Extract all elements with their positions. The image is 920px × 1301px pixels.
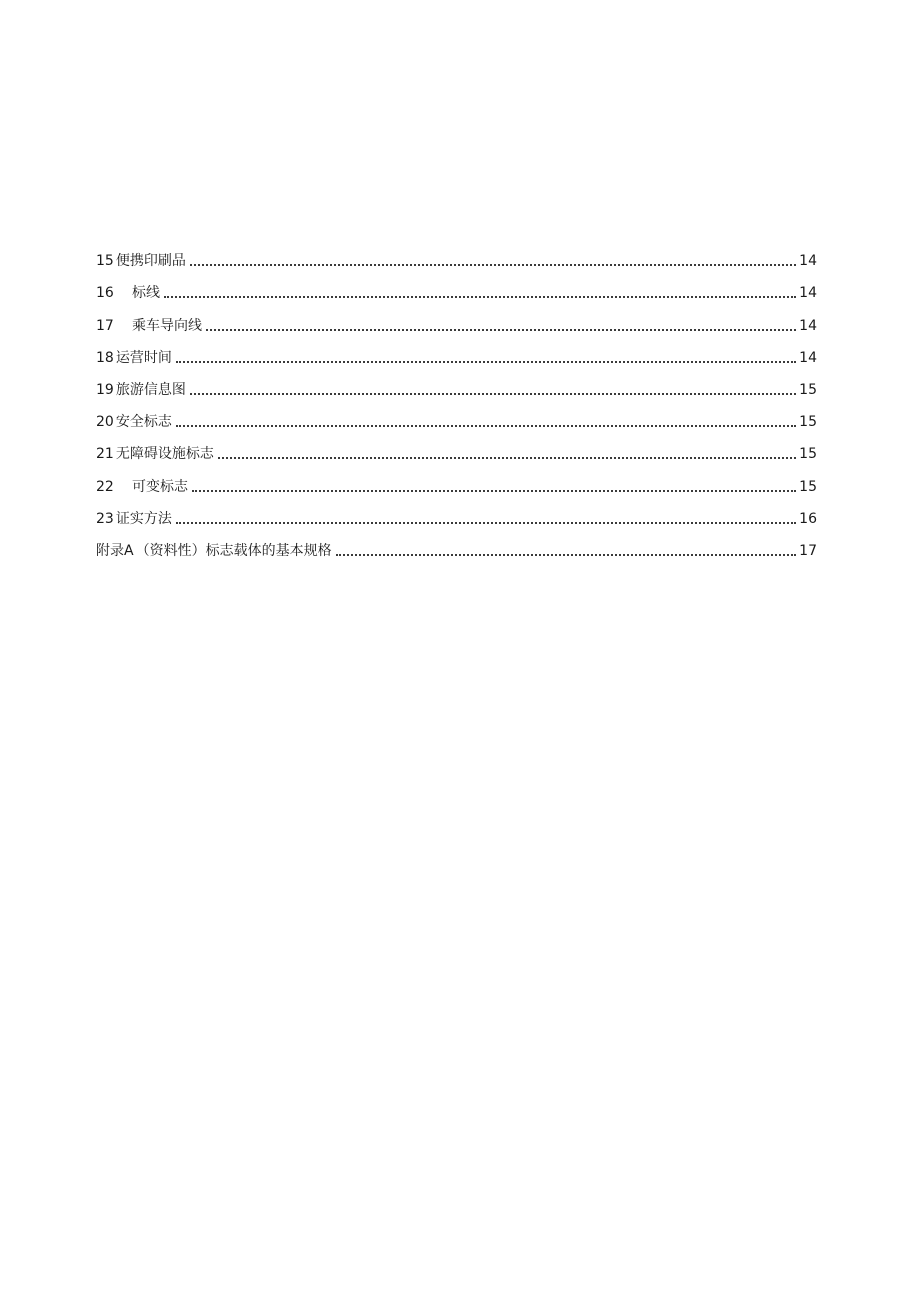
toc-entry-number: 22 xyxy=(96,478,114,495)
toc-entry-title: （资料性）标志载体的基本规格 xyxy=(135,542,332,559)
toc-entry[interactable] xyxy=(96,497,817,529)
toc-entry-number: 20 xyxy=(96,414,114,431)
toc-dot-leader xyxy=(176,522,796,524)
toc-entry-title: 乘车导向线 xyxy=(132,317,202,334)
table-of-contents xyxy=(96,239,817,561)
toc-entry[interactable] xyxy=(96,464,817,496)
toc-dot-leader xyxy=(176,425,796,427)
toc-dot-leader xyxy=(176,361,796,363)
toc-entry-page: 15 xyxy=(799,446,817,463)
toc-entry-title: 证实方法 xyxy=(115,510,172,527)
toc-entry-number: 21 xyxy=(96,446,114,463)
toc-entry-page: 15 xyxy=(799,381,817,398)
toc-entry-title: 安全标志 xyxy=(115,414,172,431)
toc-dot-leader xyxy=(206,329,796,331)
toc-entry-number: 23 xyxy=(96,510,114,527)
toc-entry-title: 无障碍设施标志 xyxy=(115,446,214,463)
toc-entry-number: 17 xyxy=(96,317,114,334)
toc-entry-title: 可变标志 xyxy=(132,478,188,495)
toc-entry-page: 14 xyxy=(799,253,817,270)
toc-entry[interactable] xyxy=(96,303,817,335)
toc-entry-number: 15 xyxy=(96,253,114,270)
toc-entry-page: 15 xyxy=(799,414,817,431)
toc-dot-leader xyxy=(218,457,796,459)
toc-entry-page: 14 xyxy=(799,285,817,302)
toc-entry-number: 附录A xyxy=(96,542,134,559)
toc-dot-leader xyxy=(190,393,796,395)
toc-entry-title: 便携印刷品 xyxy=(115,253,186,270)
toc-entry-page: 14 xyxy=(799,317,817,334)
toc-entry-title: 运营时间 xyxy=(115,349,172,366)
toc-entry-page: 14 xyxy=(799,349,817,366)
toc-entry[interactable] xyxy=(96,239,817,271)
toc-entry[interactable] xyxy=(96,271,817,303)
toc-entry-page: 15 xyxy=(799,478,817,495)
toc-entry-page: 17 xyxy=(799,542,817,559)
toc-entry[interactable] xyxy=(96,432,817,464)
toc-entry[interactable] xyxy=(96,336,817,368)
toc-dot-leader xyxy=(336,554,797,556)
toc-entry[interactable] xyxy=(96,400,817,432)
toc-entry[interactable] xyxy=(96,529,817,561)
toc-dot-leader xyxy=(192,490,796,492)
toc-entry-title: 旅游信息图 xyxy=(115,381,186,398)
toc-entry-number: 18 xyxy=(96,349,114,366)
toc-entry[interactable] xyxy=(96,368,817,400)
toc-entry-number: 19 xyxy=(96,381,114,398)
toc-dot-leader xyxy=(164,296,796,298)
toc-entry-page: 16 xyxy=(799,510,817,527)
toc-dot-leader xyxy=(190,264,796,266)
toc-entry-title: 标线 xyxy=(132,285,160,302)
toc-entry-number: 16 xyxy=(96,285,114,302)
